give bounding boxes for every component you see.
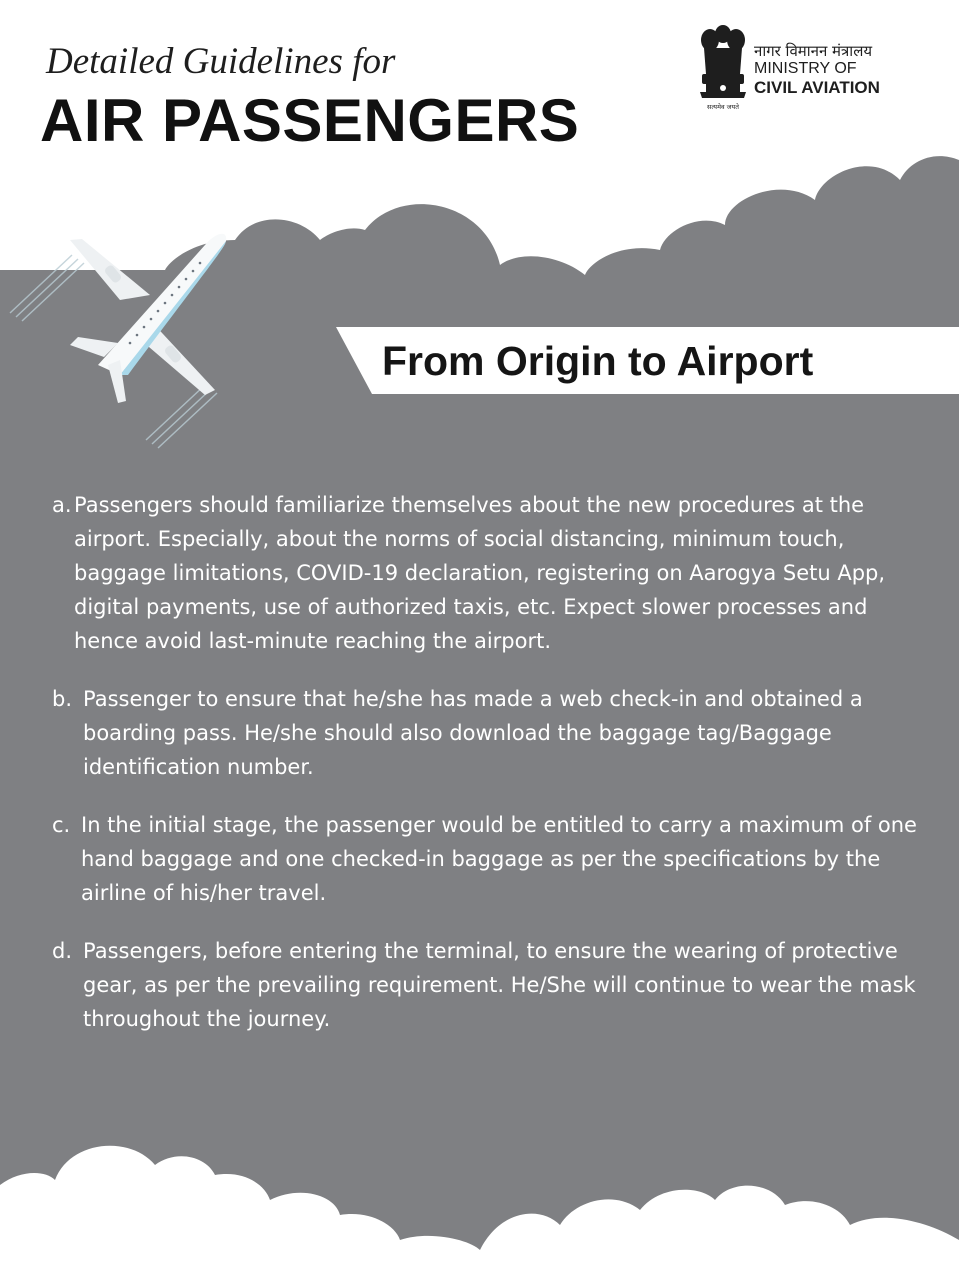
- guideline-marker: b.: [52, 687, 73, 711]
- state-emblem-icon: [696, 22, 750, 112]
- guideline-item-c: [52, 808, 932, 910]
- guideline-item-a: [52, 488, 932, 658]
- ministry-line1: MINISTRY OF: [754, 60, 857, 77]
- ministry-hindi: नागर विमानन मंत्रालय: [754, 42, 873, 60]
- ministry-line2: CIVIL AVIATION: [754, 78, 880, 97]
- guideline-marker: c.: [52, 813, 71, 837]
- guideline-text: Passenger to ensure that he/she has made a web check-in and obtained a boarding pass. He/she should also download the baggage tag/Baggage identification number.: [83, 687, 863, 779]
- header-subtitle: Detailed Guidelines for: [46, 41, 396, 82]
- guideline-item-b: [52, 682, 932, 784]
- guideline-text: Passengers should familiarize themselves about the new procedures at the airport. Especially, about the norms of social distancing, minimum touch, baggage limitations, COVID-19 declaration, registering on Aarogya Setu App, digital payments, use of authorized taxis, etc. Expect slower processes and hence avoid last-minute reaching the airport.: [74, 493, 886, 653]
- page-title: AIR PASSENGERS: [40, 87, 580, 154]
- section-heading: From Origin to Airport: [382, 338, 814, 384]
- airplane-icon: [0, 225, 260, 450]
- guideline-item-d: [52, 934, 932, 1036]
- guideline-marker: d.: [52, 939, 73, 963]
- section-banner: [336, 327, 959, 394]
- ministry-block: [754, 42, 880, 97]
- guidelines-list: [52, 488, 932, 1060]
- emblem-motto: सत्यमेव जयते: [707, 103, 739, 111]
- guideline-text: In the initial stage, the passenger would be entitled to carry a maximum of one hand baggage and one checked-in baggage as per the specifications by the airline of his/her travel.: [81, 813, 917, 905]
- guideline-marker: a.: [52, 493, 72, 517]
- guideline-text: Passengers, before entering the terminal, to ensure the wearing of protective gear, as per the prevailing requirement. He/She will continue to wear the mask throughout the journey.: [83, 939, 916, 1031]
